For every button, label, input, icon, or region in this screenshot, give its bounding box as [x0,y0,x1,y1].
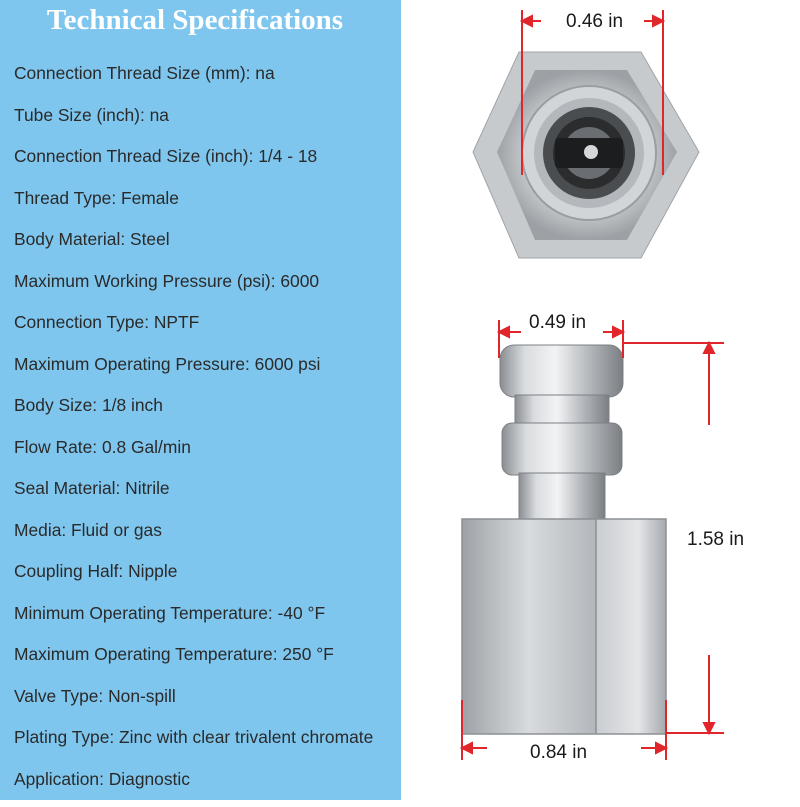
length-label: 1.58 in [687,529,744,551]
top-width-label: 0.46 in [566,11,623,33]
spec-item: Coupling Half: Nipple [14,558,373,600]
spec-item: Connection Type: NPTF [14,309,373,351]
spec-item: Maximum Operating Pressure: 6000 psi [14,351,373,393]
spec-list [14,60,373,807]
spec-item: Flow Rate: 0.8 Gal/min [14,434,373,476]
product-images-panel [401,0,800,800]
spec-item: Body Material: Steel [14,226,373,268]
specifications-panel [0,0,401,800]
spec-item: Tube Size (inch): na [14,102,373,144]
end-view-image [473,52,699,258]
spec-item: Minimum Operating Temperature: -40 °F [14,600,373,642]
spec-item: Plating Type: Zinc with clear trivalent chromate [14,724,373,766]
spec-item: Body Size: 1/8 inch [14,392,373,434]
hex-width-label: 0.84 in [530,742,587,764]
spec-item: Seal Material: Nitrile [14,475,373,517]
spec-item: Application: Diagnostic [14,766,373,807]
tip-width-label: 0.49 in [529,312,586,334]
spec-item: Maximum Working Pressure (psi): 6000 [14,268,373,310]
coupler-illustration [401,0,800,800]
side-view-image [462,345,666,734]
spec-item: Connection Thread Size (mm): na [14,60,373,102]
spec-item: Thread Type: Female [14,185,373,227]
page-title: Technical Specifications [0,4,390,37]
spec-item: Valve Type: Non-spill [14,683,373,725]
spec-item: Media: Fluid or gas [14,517,373,559]
spec-item: Maximum Operating Temperature: 250 °F [14,641,373,683]
spec-item: Connection Thread Size (inch): 1/4 - 18 [14,143,373,185]
